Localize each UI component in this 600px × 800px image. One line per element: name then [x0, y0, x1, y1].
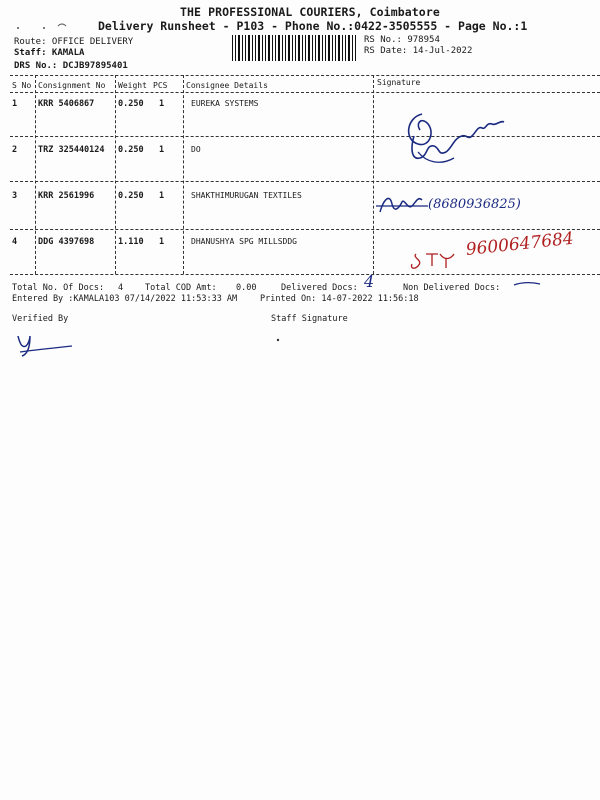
signature-row-4	[410, 246, 466, 272]
total-cod-value: 0.00	[236, 283, 257, 293]
row-weight: 1.110	[118, 237, 144, 247]
row-consignment: DDG 4397698	[38, 237, 95, 247]
col-sep-2	[115, 75, 116, 274]
row-pcs: 1	[159, 191, 165, 201]
row-pcs: 1	[159, 237, 165, 247]
delivered-docs-handwritten: 4	[364, 272, 375, 291]
col-sep-4	[373, 75, 374, 274]
col-header-consignee: Consignee Details	[186, 81, 268, 90]
row-sno: 2	[12, 145, 18, 155]
total-docs-label: Total No. Of Docs:	[12, 283, 105, 293]
row-rule-2	[10, 181, 600, 182]
row-consignee: SHAKTHIMURUGAN TEXTILES	[191, 191, 302, 200]
row-consignee: DHANUSHYA SPG MILLSDDG	[191, 237, 297, 246]
col-sep-1	[35, 75, 36, 274]
printed-on: Printed On: 14-07-2022 11:56:18	[260, 294, 419, 304]
row-consignment: KRR 2561996	[38, 191, 95, 201]
col-sep-3	[183, 75, 184, 274]
stray-marks	[14, 20, 76, 32]
row-rule-3	[10, 229, 600, 230]
signature-row-3	[372, 190, 432, 220]
company-title: THE PROFESSIONAL COURIERS, Coimbatore	[180, 5, 440, 19]
table-bottom-rule	[10, 274, 600, 275]
staff-signature-label: Staff Signature	[271, 314, 348, 324]
col-header-pcs: PCS	[153, 81, 168, 90]
col-header-signature: Signature	[377, 78, 421, 87]
route-text: Route: OFFICE DELIVERY	[14, 37, 134, 47]
rs-number: RS No.: 978954	[364, 35, 440, 45]
runsheet-title: Delivery Runsheet - P103 - Phone No.:0422-3505555 - Page No.:1	[98, 19, 528, 33]
row-consignee: DO	[191, 145, 201, 154]
col-header-sno: S No	[12, 81, 32, 90]
row-weight: 0.250	[118, 191, 144, 201]
stray-dot	[276, 338, 280, 342]
row-sno: 4	[12, 237, 18, 247]
staff-text: Staff: KAMALA	[14, 48, 85, 58]
row-consignee: EUREKA SYSTEMS	[191, 99, 259, 108]
row-consignment: TRZ 325440124	[38, 145, 105, 155]
total-cod-label: Total COD Amt:	[145, 283, 217, 293]
row-sno: 1	[12, 99, 18, 109]
drs-number: DRS No.: DCJB97895401	[14, 61, 128, 71]
handwritten-phone-row-3: (8680936825)	[428, 197, 521, 212]
verified-by-label: Verified By	[12, 314, 69, 324]
barcode	[232, 35, 356, 61]
row-consignment: KRR 5406867	[38, 99, 95, 109]
col-header-weight: Weight	[118, 81, 147, 90]
signature-row-1	[396, 100, 516, 174]
rs-date: RS Date: 14-Jul-2022	[364, 46, 473, 56]
delivered-docs-label: Delivered Docs:	[281, 283, 358, 293]
col-header-consignment: Consignment No	[38, 81, 106, 90]
row-weight: 0.250	[118, 99, 144, 109]
total-docs-value: 4	[118, 283, 124, 293]
row-pcs: 1	[159, 145, 165, 155]
table-top-rule	[10, 75, 600, 76]
table-header-rule	[10, 92, 600, 93]
handwritten-phone-row-4: 9600647684	[464, 228, 575, 260]
row-sno: 3	[12, 191, 18, 201]
verified-signature	[14, 330, 76, 360]
row-weight: 0.250	[118, 145, 144, 155]
entered-by: Entered By :KAMALA103 07/14/2022 11:53:33 AM	[12, 294, 238, 304]
non-delivered-dash-mark	[512, 280, 542, 288]
non-delivered-docs-label: Non Delivered Docs:	[403, 283, 501, 293]
row-pcs: 1	[159, 99, 165, 109]
